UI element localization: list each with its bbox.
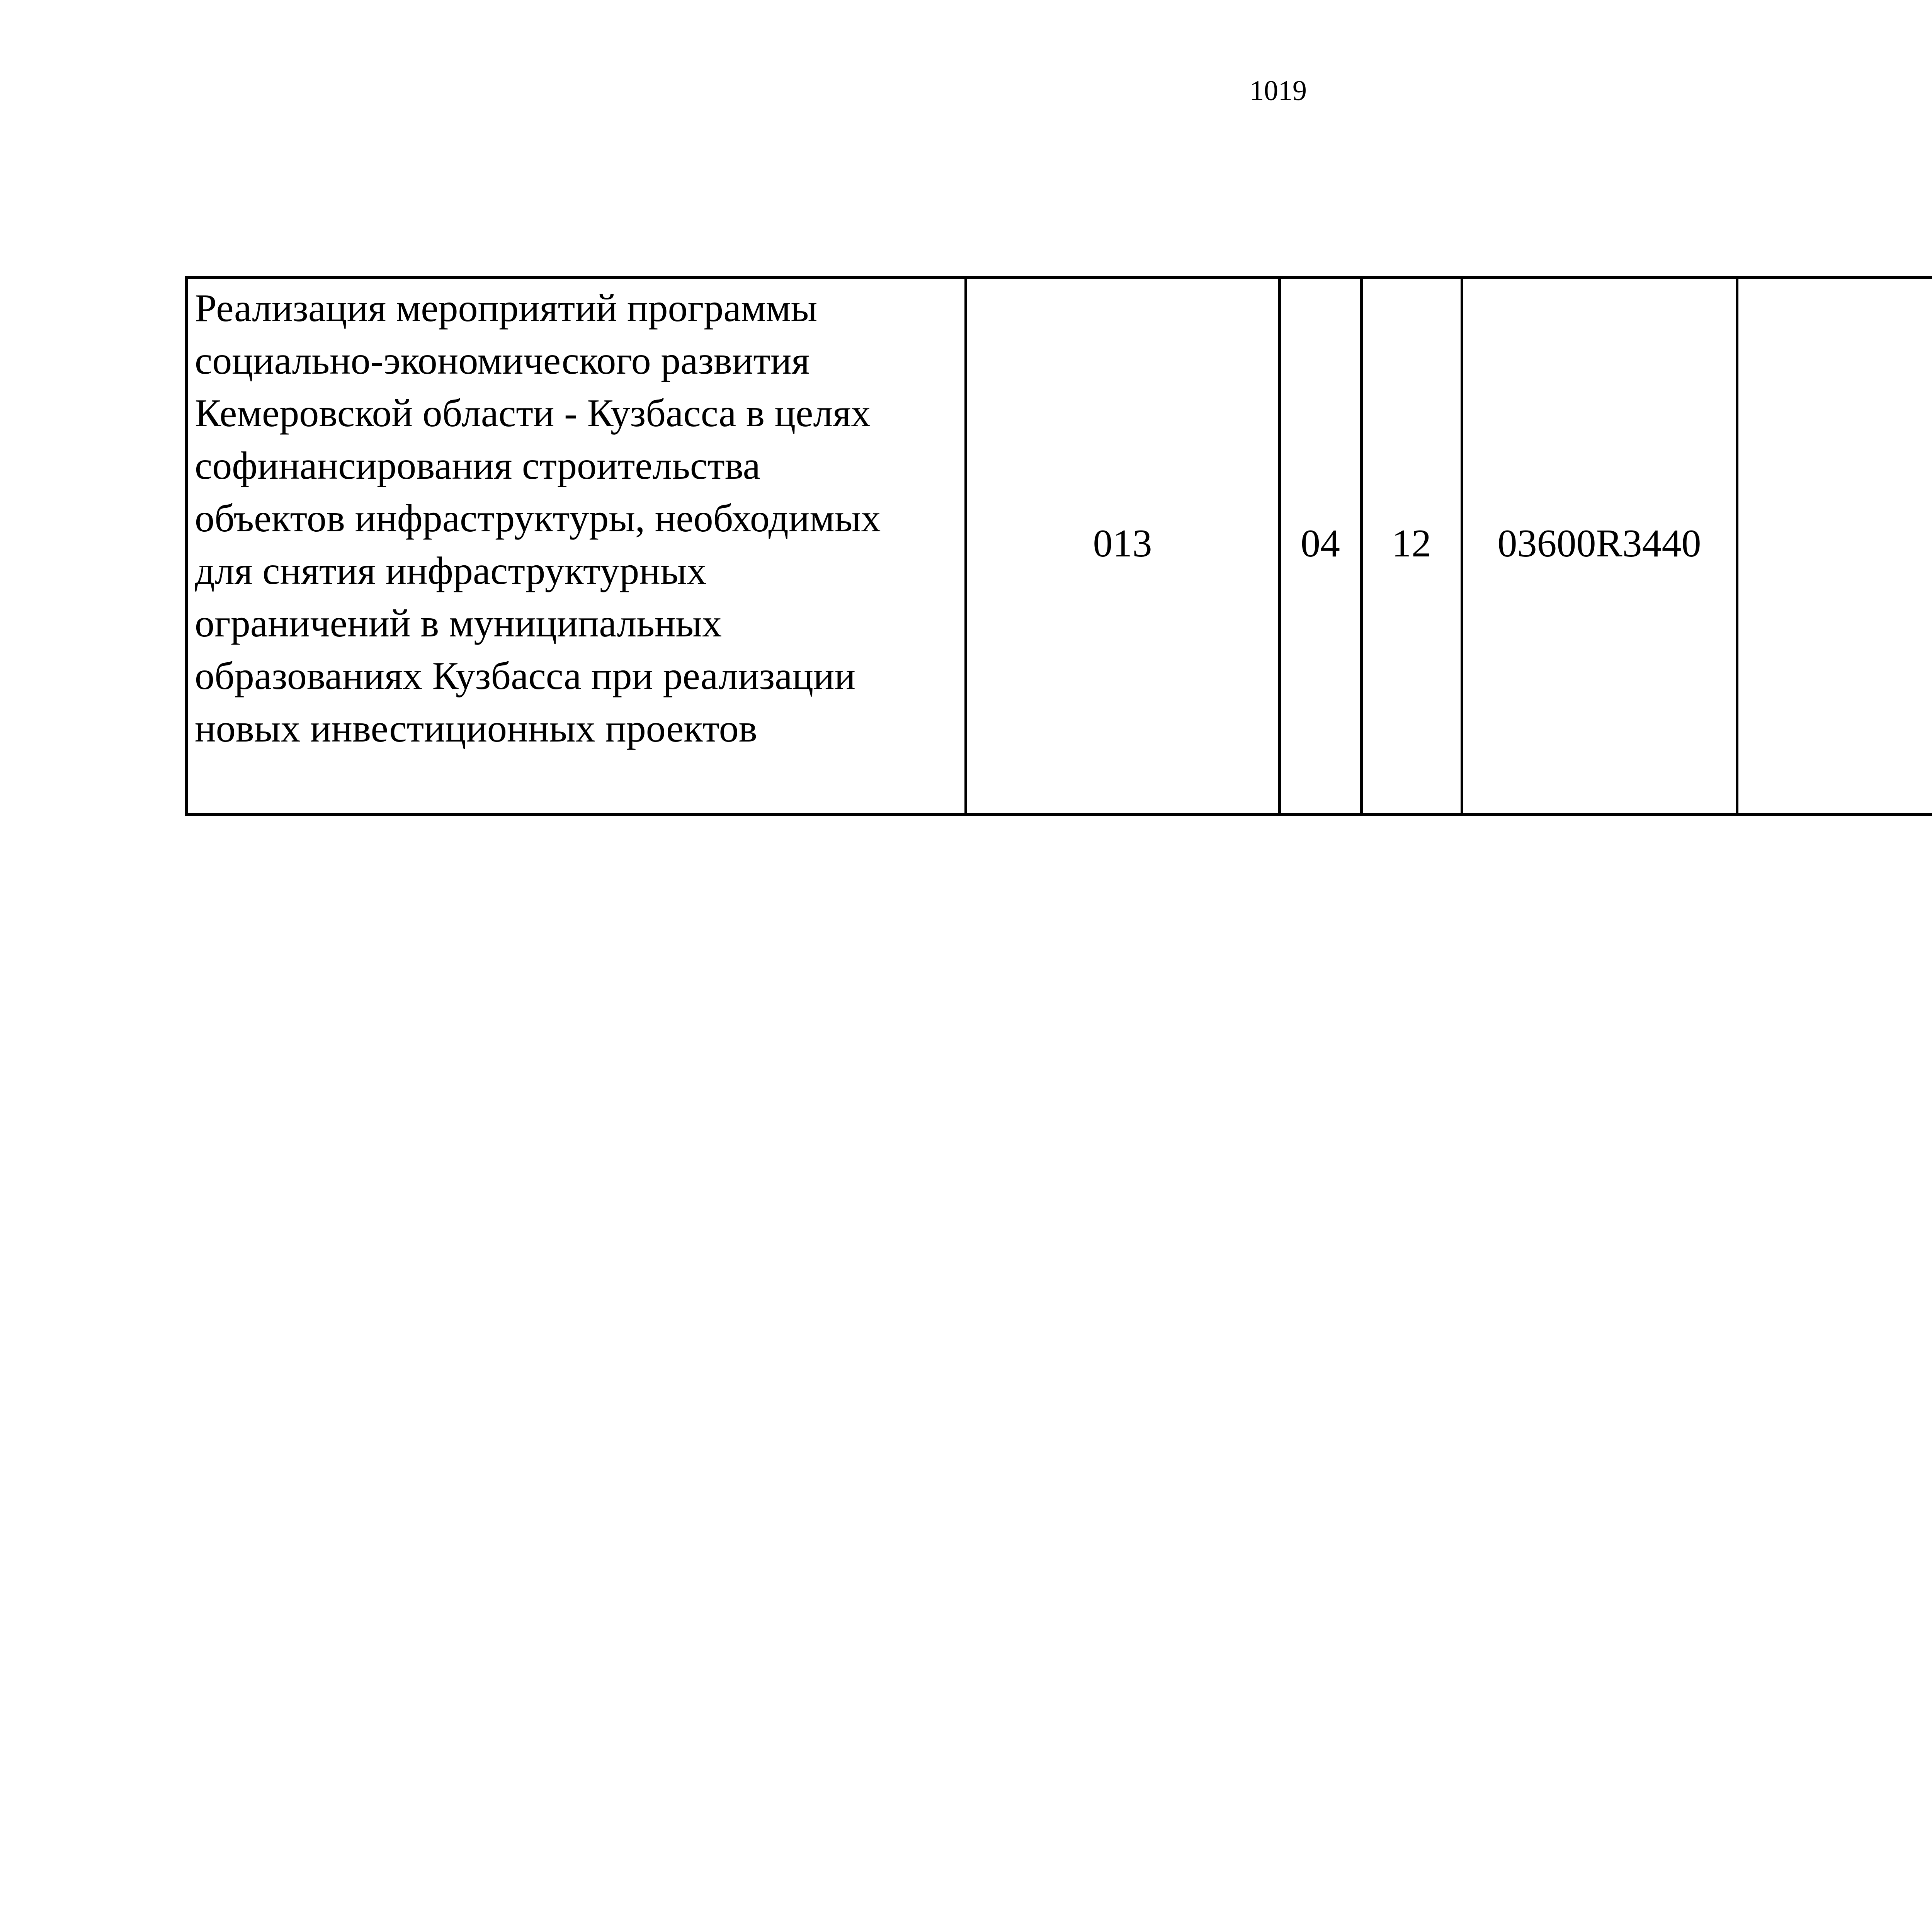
page-number: 1019: [1250, 75, 1307, 107]
description-text: Реализация мероприятий программы социально-экономического развития Кемеровской области - Кузбасса в целях софинансирования строительства объектов инфраструктуры, необходимых для снятия инфраструктурных ограничений в муниципальных образованиях Кузбасса при реализации новых инвестиционных проектов: [195, 286, 881, 750]
ministry-code-value: 013: [1093, 522, 1152, 565]
target-article-value: 03600R3440: [1497, 522, 1701, 565]
subsection-cell: [1361, 277, 1462, 815]
target-article-cell: [1462, 277, 1737, 815]
description-cell: [186, 277, 966, 815]
table-row: [186, 277, 1932, 815]
expense-type-cell: [1737, 277, 1932, 815]
section-value: 04: [1301, 522, 1340, 565]
section-cell: [1279, 277, 1361, 815]
budget-table: [185, 276, 1932, 816]
ministry-code-cell: [966, 277, 1279, 815]
subsection-value: 12: [1392, 522, 1431, 565]
